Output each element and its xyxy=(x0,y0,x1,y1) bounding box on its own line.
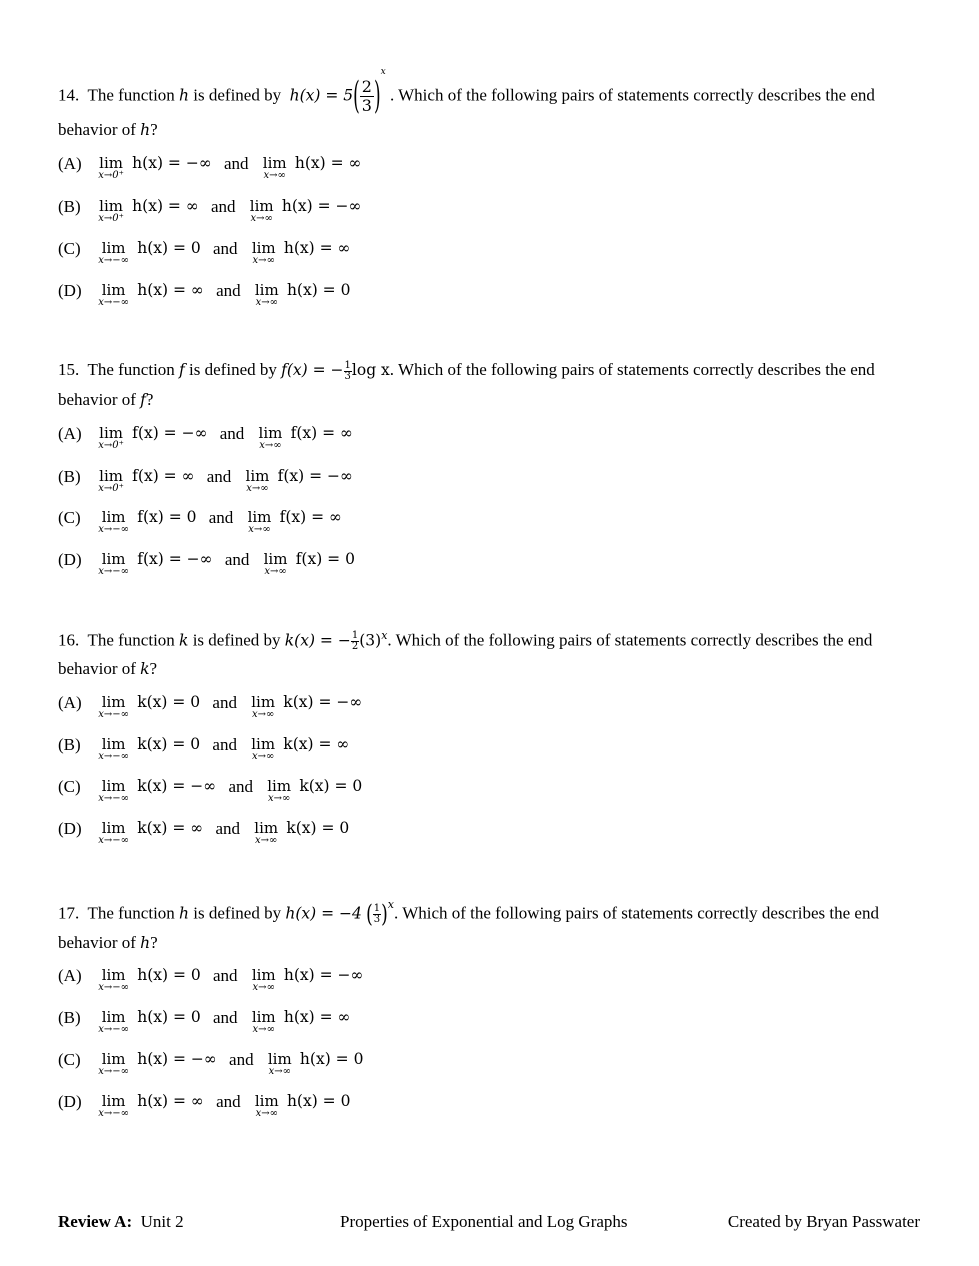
question-stem-continued: behavior of f? xyxy=(58,390,154,409)
answer-option-c[interactable]: (C) lim x→−∞ h(x) = 0 and lim x→∞ h(x) = ∞ xyxy=(58,239,351,266)
answer-option-b[interactable]: (B) lim x→0⁺ h(x) = ∞ and lim x→∞ h(x) = −∞ xyxy=(58,197,362,224)
formula: k(x) = − xyxy=(284,631,351,650)
question-stem-continued: behavior of h? xyxy=(58,120,158,139)
footer-review: Review A: Unit 2 xyxy=(58,1212,184,1231)
fraction: $\frac{1}{2}$ xyxy=(351,630,359,653)
answer-option-a[interactable]: (A) lim x→0⁺ f(x) = −∞ and lim x→∞ f(x) = ∞ xyxy=(58,424,353,451)
answer-option-d[interactable]: (D) lim x→−∞ k(x) = ∞ and lim x→∞ k(x) = 0 xyxy=(58,819,350,846)
question-stem: 15. The function f is defined by f(x) = − $\frac{1}{3}$ log x. Which of the following pairs of statements correctly describes the end xyxy=(58,359,875,382)
answer-option-d[interactable]: (D) lim x→−∞ f(x) = −∞ and lim x→∞ f(x) = 0 xyxy=(58,550,355,577)
formula: h(x) = 5 xyxy=(289,86,354,105)
footer-topic: Properties of Exponential and Log Graphs xyxy=(340,1212,628,1231)
question-stem: 17. The function h is defined by h(x) = −4 ( $\frac{1}{3}$ )$^x$. Which of the following pairs of statements correctly describes the end xyxy=(58,898,879,929)
answer-option-b[interactable]: (B) lim x→−∞ h(x) = 0 and lim x→∞ h(x) = ∞ xyxy=(58,1008,351,1035)
answer-option-b[interactable]: (B) lim x→0⁺ f(x) = ∞ and lim x→∞ f(x) = −∞ xyxy=(58,467,353,494)
answer-option-d[interactable]: (D) lim x→−∞ h(x) = ∞ and lim x→∞ h(x) = 0 xyxy=(58,281,351,308)
question-stem: 16. The function k is defined by k(x) = − $\frac{1}{2}$ $(3)^x$. Which of the following pairs of statements correctly describes the end xyxy=(58,629,873,653)
formula: f(x) = − xyxy=(281,361,344,379)
question-number: 16. xyxy=(58,630,80,650)
question-number: 17. xyxy=(58,903,80,923)
answer-option-c[interactable]: (C) lim x→−∞ f(x) = 0 and lim x→∞ f(x) = ∞ xyxy=(58,508,342,535)
question-number: 14. xyxy=(58,85,80,105)
question-stem: 14. The function h is defined by h(x) = 5( $\frac{2}{3}$ )$^x$ . Which of the following pairs of statements correctly describes the end xyxy=(58,66,875,119)
fraction: $\frac{1}{3}$ xyxy=(344,359,351,382)
answer-option-b[interactable]: (B) lim x→−∞ k(x) = 0 and lim x→∞ k(x) = ∞ xyxy=(58,735,350,762)
answer-option-a[interactable]: (A) lim x→−∞ k(x) = 0 and lim x→∞ k(x) = −∞ xyxy=(58,693,363,720)
fraction: $\frac{2}{3}$ xyxy=(361,77,372,115)
answer-option-a[interactable]: (A) lim x→0⁺ h(x) = −∞ and lim x→∞ h(x) = ∞ xyxy=(58,154,362,181)
answer-option-d[interactable]: (D) lim x→−∞ h(x) = ∞ and lim x→∞ h(x) = 0 xyxy=(58,1092,351,1119)
footer-author: Created by Bryan Passwater xyxy=(727,1212,920,1231)
formula: h(x) = −4 xyxy=(285,904,362,923)
answer-option-c[interactable]: (C) lim x→−∞ h(x) = −∞ and lim x→∞ h(x) = 0 xyxy=(58,1050,364,1077)
answer-option-a[interactable]: (A) lim x→−∞ h(x) = 0 and lim x→∞ h(x) = −∞ xyxy=(58,966,364,993)
question-number: 15. xyxy=(58,360,80,379)
answer-option-c[interactable]: (C) lim x→−∞ k(x) = −∞ and lim x→∞ k(x) = 0 xyxy=(58,777,363,804)
page-footer xyxy=(58,1212,920,1234)
question-stem-continued: behavior of h? xyxy=(58,933,158,952)
fraction: $\frac{1}{3}$ xyxy=(373,903,381,926)
question-stem-continued: behavior of k? xyxy=(58,659,158,678)
